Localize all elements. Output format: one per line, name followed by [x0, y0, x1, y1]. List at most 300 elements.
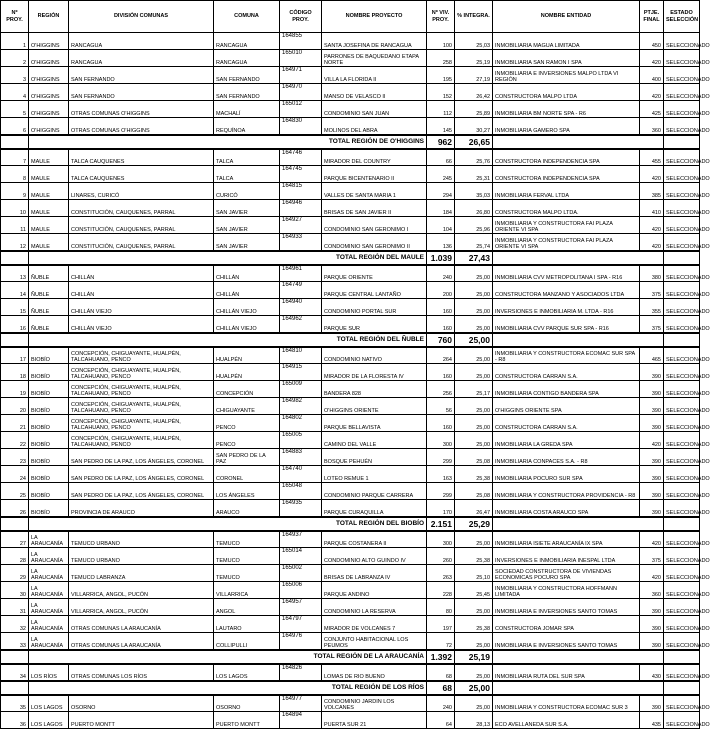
- total-spacer: [1, 681, 29, 695]
- cell-division: TEMUCO URBANO: [69, 548, 214, 565]
- cell-division: CHILLÁN: [69, 282, 214, 299]
- cell-n-proy: 21: [1, 415, 29, 432]
- cell-codigo: 164937: [280, 531, 322, 548]
- cell-ptje: 455: [640, 149, 664, 166]
- cell-region: LOS RÍOS: [29, 664, 69, 681]
- cell-comuna: TEMUCO: [214, 548, 280, 565]
- cell-estado: SELECCIONADO: [664, 118, 700, 135]
- cell-codigo: 164855: [280, 33, 322, 50]
- cell-division: VILLARRICA, ANGOL, PUCÓN: [69, 599, 214, 616]
- total-integra: 26,65: [455, 135, 493, 149]
- cell-entidad: INMOBILIARIA LA GREDA SPA: [493, 432, 640, 449]
- cell-viv: 300: [427, 432, 455, 449]
- cell-comuna: HUALPÉN: [214, 364, 280, 381]
- cell-division: SAN FERNANDO: [69, 67, 214, 84]
- cell-codigo: 164957: [280, 599, 322, 616]
- cell-proyecto: CONDOMINIO SAN JUAN: [322, 101, 427, 118]
- cell-comuna: LOS ÁNGELES: [214, 483, 280, 500]
- cell-estado: SELECCIONADO: [664, 33, 700, 50]
- table-row: [1, 149, 700, 166]
- cell-viv: 240: [427, 695, 455, 712]
- table-row: [1, 347, 700, 364]
- cell-estado: SELECCIONADO: [664, 265, 700, 282]
- cell-comuna: SAN FERNANDO: [214, 67, 280, 84]
- total-label: TOTAL REGIÓN DEL BIOBÍO: [29, 517, 427, 531]
- cell-division: VILLARRICA, ANGOL, PUCÓN: [69, 582, 214, 599]
- cell-entidad: INMOBILIARIA Y CONSTRUCTORA FAI PLAZA ORIENTE VI SPA: [493, 217, 640, 234]
- cell-ptje: 390: [640, 616, 664, 633]
- cell-comuna: MACHALÍ: [214, 101, 280, 118]
- total-label: TOTAL REGIÓN DE LA ARAUCANÍA: [29, 650, 427, 664]
- cell-codigo: 164961: [280, 265, 322, 282]
- cell-viv: 160: [427, 299, 455, 316]
- cell-entidad: CONSTRUCTORA CARRAN S.A.: [493, 364, 640, 381]
- cell-integra: 25,00: [455, 633, 493, 650]
- cell-estado: SELECCIONADO: [664, 183, 700, 200]
- cell-entidad: INMOBILIARIA COSTA ARAUCO SPA: [493, 500, 640, 517]
- cell-viv: 240: [427, 265, 455, 282]
- cell-proyecto: PARQUE ANDINO: [322, 582, 427, 599]
- cell-integra: 25,76: [455, 149, 493, 166]
- cell-estado: SELECCIONADO: [664, 364, 700, 381]
- cell-ptje: 420: [640, 217, 664, 234]
- cell-integra: 25,00: [455, 347, 493, 364]
- cell-division: OTRAS COMUNAS LOS RÍOS: [69, 664, 214, 681]
- cell-viv: 104: [427, 217, 455, 234]
- total-row: [1, 650, 700, 664]
- total-viv: 1.392: [427, 650, 455, 664]
- total-viv: 1.039: [427, 251, 455, 265]
- cell-entidad: INMOBILIARIA RUTA DEL SUR SPA: [493, 664, 640, 681]
- total-spacer: [493, 681, 640, 695]
- cell-n-proy: 7: [1, 149, 29, 166]
- total-spacer: [493, 251, 640, 265]
- table-header-row: [1, 1, 700, 33]
- total-spacer: [664, 251, 700, 265]
- total-spacer: [493, 333, 640, 347]
- cell-n-proy: 11: [1, 217, 29, 234]
- cell-viv: 80: [427, 599, 455, 616]
- cell-ptje: 360: [640, 118, 664, 135]
- cell-entidad: INMOBILIARIA BM NORTE SPA - R6: [493, 101, 640, 118]
- cell-codigo: 164935: [280, 500, 322, 517]
- cell-entidad: INMOBILIARIA Y CONSTRUCTORA PROVIDENCIA - R8: [493, 483, 640, 500]
- total-spacer: [493, 650, 640, 664]
- table-row: [1, 398, 700, 415]
- header-division: DIVISIÓN COMUNAS: [69, 1, 214, 33]
- total-integra: 25,00: [455, 333, 493, 347]
- cell-region: LA ARAUCANÍA: [29, 633, 69, 650]
- cell-region: BIOBÍO: [29, 398, 69, 415]
- cell-estado: SELECCIONADO: [664, 50, 700, 67]
- cell-estado: SELECCIONADO: [664, 299, 700, 316]
- total-spacer: [1, 517, 29, 531]
- table-row: [1, 118, 700, 135]
- cell-ptje: 420: [640, 166, 664, 183]
- cell-estado: SELECCIONADO: [664, 483, 700, 500]
- cell-comuna: LOS LAGOS: [214, 664, 280, 681]
- cell-ptje: 360: [640, 582, 664, 599]
- cell-codigo: 165009: [280, 381, 322, 398]
- cell-entidad: INMOBILIARIA POCURO SUR SPA: [493, 466, 640, 483]
- table-row: [1, 183, 700, 200]
- cell-comuna: CHILLÁN VIEJO: [214, 316, 280, 333]
- cell-viv: 195: [427, 67, 455, 84]
- cell-comuna: HUALPÉN: [214, 347, 280, 364]
- cell-division: OTRAS COMUNAS O'HIGGINS: [69, 118, 214, 135]
- table-body: [1, 33, 710, 729]
- cell-estado: SELECCIONADO: [664, 466, 700, 483]
- table-row: [1, 466, 700, 483]
- cell-region: LA ARAUCANÍA: [29, 565, 69, 582]
- cell-ptje: 375: [640, 282, 664, 299]
- cell-n-proy: 13: [1, 265, 29, 282]
- cell-ptje: 435: [640, 712, 664, 729]
- cell-integra: 25,89: [455, 101, 493, 118]
- cell-viv: 72: [427, 633, 455, 650]
- cell-region: O'HIGGINS: [29, 67, 69, 84]
- cell-codigo: 164749: [280, 282, 322, 299]
- cell-entidad: CONSTRUCTORA INDEPENDENCIA SPA: [493, 149, 640, 166]
- cell-entidad: INMOBILIARIA SAN RAMON I SPA: [493, 50, 640, 67]
- cell-comuna: CONCEPCIÓN: [214, 381, 280, 398]
- cell-proyecto: PARQUE ORIENTE: [322, 265, 427, 282]
- cell-viv: 145: [427, 118, 455, 135]
- cell-region: BIOBÍO: [29, 415, 69, 432]
- cell-division: OTRAS COMUNAS LA ARAUCANÍA: [69, 633, 214, 650]
- cell-proyecto: MIRADOR DE LA FLORESTA IV: [322, 364, 427, 381]
- cell-comuna: REQUÍNOA: [214, 118, 280, 135]
- cell-estado: SELECCIONADO: [664, 531, 700, 548]
- total-spacer: [640, 650, 664, 664]
- cell-proyecto: SANTA JOSEFINA DE RANCAGUA: [322, 33, 427, 50]
- total-spacer: [1, 333, 29, 347]
- table-row: [1, 712, 700, 729]
- cell-n-proy: 29: [1, 565, 29, 582]
- cell-division: CONCEPCIÓN, CHIGUAYANTE, HUALPÉN, TALCAHUANO, PENCO: [69, 432, 214, 449]
- cell-codigo: 165014: [280, 548, 322, 565]
- cell-estado: SELECCIONADO: [664, 582, 700, 599]
- cell-region: LA ARAUCANÍA: [29, 582, 69, 599]
- cell-comuna: PENCO: [214, 432, 280, 449]
- total-spacer: [1, 251, 29, 265]
- cell-proyecto: LOTEO REMUE 1: [322, 466, 427, 483]
- cell-estado: SELECCIONADO: [664, 84, 700, 101]
- cell-region: LA ARAUCANÍA: [29, 599, 69, 616]
- cell-proyecto: CONDOMINIO SAN GERONIMO II: [322, 234, 427, 251]
- total-viv: 68: [427, 681, 455, 695]
- cell-n-proy: 6: [1, 118, 29, 135]
- cell-ptje: 390: [640, 415, 664, 432]
- cell-codigo: 164940: [280, 299, 322, 316]
- cell-integra: 25,00: [455, 432, 493, 449]
- table-row: [1, 217, 700, 234]
- cell-region: BIOBÍO: [29, 449, 69, 466]
- cell-ptje: 390: [640, 500, 664, 517]
- cell-n-proy: 17: [1, 347, 29, 364]
- header-region: REGIÓN: [29, 1, 69, 33]
- cell-entidad: INMOBILIARIA CONTIGO BANDERA SPA: [493, 381, 640, 398]
- cell-codigo: 164815: [280, 183, 322, 200]
- cell-division: CONCEPCIÓN, CHIGUAYANTE, HUALPÉN, TALCAHUANO, PENCO: [69, 415, 214, 432]
- cell-proyecto: PARRONES DE BAQUEDANO ETAPA NORTE: [322, 50, 427, 67]
- cell-codigo: 164970: [280, 84, 322, 101]
- table-row: [1, 299, 700, 316]
- cell-estado: SELECCIONADO: [664, 664, 700, 681]
- cell-region: BIOBÍO: [29, 466, 69, 483]
- total-label: TOTAL REGIÓN DE O'HIGGINS: [29, 135, 427, 149]
- cell-n-proy: 15: [1, 299, 29, 316]
- cell-proyecto: VILLA LA FLORIDA II: [322, 67, 427, 84]
- cell-division: CONCEPCIÓN, CHIGUAYANTE, HUALPÉN, TALCAHUANO, PENCO: [69, 364, 214, 381]
- cell-integra: 25,00: [455, 531, 493, 548]
- cell-division: OTRAS COMUNAS O'HIGGINS: [69, 101, 214, 118]
- cell-viv: 299: [427, 483, 455, 500]
- cell-division: CONCEPCIÓN, CHIGUAYANTE, HUALPÉN, TALCAHUANO, PENCO: [69, 381, 214, 398]
- cell-entidad: INMOBILIARIA ISIETE ARAUCANÍA IX SPA: [493, 531, 640, 548]
- cell-ptje: 380: [640, 265, 664, 282]
- total-spacer: [1, 650, 29, 664]
- cell-ptje: 465: [640, 347, 664, 364]
- cell-codigo: 165002: [280, 565, 322, 582]
- cell-proyecto: MIRADOR DE VOLCANES 7: [322, 616, 427, 633]
- cell-region: ÑUBLE: [29, 265, 69, 282]
- cell-integra: 25,08: [455, 483, 493, 500]
- header-nombre-proyecto: NOMBRE PROYECTO: [322, 1, 427, 33]
- cell-n-proy: 20: [1, 398, 29, 415]
- cell-estado: SELECCIONADO: [664, 381, 700, 398]
- cell-ptje: 425: [640, 101, 664, 118]
- cell-entidad: INMOBILIARIA FERVAL LTDA: [493, 183, 640, 200]
- cell-estado: SELECCIONADO: [664, 548, 700, 565]
- cell-entidad: INMOBILIARIA GAMERO SPA: [493, 118, 640, 135]
- table-row: [1, 616, 700, 633]
- cell-comuna: TALCA: [214, 166, 280, 183]
- cell-viv: 170: [427, 500, 455, 517]
- cell-comuna: PUERTO MONTT: [214, 712, 280, 729]
- total-integra: 25,00: [455, 681, 493, 695]
- cell-ptje: 375: [640, 548, 664, 565]
- cell-proyecto: CAMINO DEL VALLE: [322, 432, 427, 449]
- total-spacer: [640, 251, 664, 265]
- cell-n-proy: 4: [1, 84, 29, 101]
- cell-region: BIOBÍO: [29, 483, 69, 500]
- cell-n-proy: 23: [1, 449, 29, 466]
- total-viv: 962: [427, 135, 455, 149]
- cell-division: RANCAGUA: [69, 50, 214, 67]
- cell-integra: 27,19: [455, 67, 493, 84]
- cell-proyecto: MANSO DE VELASCO II: [322, 84, 427, 101]
- cell-estado: SELECCIONADO: [664, 149, 700, 166]
- cell-comuna: CURICÓ: [214, 183, 280, 200]
- cell-n-proy: 32: [1, 616, 29, 633]
- cell-n-proy: 28: [1, 548, 29, 565]
- cell-codigo: 164933: [280, 234, 322, 251]
- cell-integra: 25,38: [455, 466, 493, 483]
- header-entidad: NOMBRE ENTIDAD: [493, 1, 640, 33]
- cell-proyecto: PARQUE BICENTENARIO II: [322, 166, 427, 183]
- cell-entidad: CONSTRUCTORA MALPO LTDA: [493, 84, 640, 101]
- cell-proyecto: CONDOMINIO PARQUE CARRERA: [322, 483, 427, 500]
- cell-ptje: 450: [640, 33, 664, 50]
- cell-integra: 25,00: [455, 398, 493, 415]
- cell-ptje: 355: [640, 299, 664, 316]
- total-row: [1, 681, 700, 695]
- table-row: [1, 483, 700, 500]
- cell-ptje: 375: [640, 316, 664, 333]
- table-row: [1, 364, 700, 381]
- table-row: [1, 695, 700, 712]
- total-spacer: [640, 333, 664, 347]
- cell-division: TALCA CAUQUENES: [69, 166, 214, 183]
- cell-division: LINARES, CURICÓ: [69, 183, 214, 200]
- cell-viv: 160: [427, 316, 455, 333]
- cell-estado: SELECCIONADO: [664, 234, 700, 251]
- cell-entidad: INMOBILIARIA E INVERSIONES SANTO TOMAS: [493, 633, 640, 650]
- cell-integra: 26,47: [455, 500, 493, 517]
- cell-ptje: 420: [640, 531, 664, 548]
- cell-comuna: OSORNO: [214, 695, 280, 712]
- cell-region: LA ARAUCANÍA: [29, 616, 69, 633]
- total-integra: 25,19: [455, 650, 493, 664]
- total-integra: 25,29: [455, 517, 493, 531]
- cell-entidad: CONSTRUCTORA MALPO LTDA.: [493, 200, 640, 217]
- cell-division: PROVINCIA DE ARAUCO: [69, 500, 214, 517]
- cell-estado: SELECCIONADO: [664, 712, 700, 729]
- cell-proyecto: PARQUE CENTRAL LANTAÑO: [322, 282, 427, 299]
- cell-division: CONSTITUCIÓN, CAUQUENES, PARRAL: [69, 217, 214, 234]
- cell-viv: 294: [427, 183, 455, 200]
- cell-division: SAN PEDRO DE LA PAZ, LOS ÁNGELES, CORONEL: [69, 483, 214, 500]
- header-ptje: PTJE. FINAL: [640, 1, 664, 33]
- cell-integra: 25,00: [455, 316, 493, 333]
- cell-proyecto: O'HIGGINS ORIENTE: [322, 398, 427, 415]
- cell-region: ÑUBLE: [29, 282, 69, 299]
- cell-entidad: CONSTRUCTORA MANZANO Y ASOCIADOS LTDA: [493, 282, 640, 299]
- cell-ptje: 390: [640, 483, 664, 500]
- cell-viv: 100: [427, 33, 455, 50]
- cell-n-proy: 3: [1, 67, 29, 84]
- cell-n-proy: 35: [1, 695, 29, 712]
- cell-estado: SELECCIONADO: [664, 101, 700, 118]
- table-row: [1, 50, 700, 67]
- cell-n-proy: 31: [1, 599, 29, 616]
- cell-region: BIOBÍO: [29, 500, 69, 517]
- cell-entidad: INMOBILIARIA CONPACES S.A. - R8: [493, 449, 640, 466]
- cell-n-proy: 5: [1, 101, 29, 118]
- cell-proyecto: PARQUE COSTANERA II: [322, 531, 427, 548]
- cell-ptje: 400: [640, 67, 664, 84]
- cell-integra: 25,17: [455, 381, 493, 398]
- total-spacer: [493, 135, 640, 149]
- cell-division: SAN PEDRO DE LA PAZ, LOS ÁNGELES, CORONEL: [69, 466, 214, 483]
- table-row: [1, 265, 700, 282]
- cell-entidad: INVERSIONES E INMOBILIARIA M. LTDA - R16: [493, 299, 640, 316]
- cell-n-proy: 25: [1, 483, 29, 500]
- cell-region: O'HIGGINS: [29, 33, 69, 50]
- cell-estado: SELECCIONADO: [664, 347, 700, 364]
- cell-comuna: LAUTARO: [214, 616, 280, 633]
- total-spacer: [664, 135, 700, 149]
- cell-integra: 25,03: [455, 33, 493, 50]
- cell-n-proy: 1: [1, 33, 29, 50]
- table-row: [1, 449, 700, 466]
- total-integra: 27,43: [455, 251, 493, 265]
- cell-viv: 64: [427, 712, 455, 729]
- cell-ptje: 430: [640, 664, 664, 681]
- table-row: [1, 282, 700, 299]
- cell-division: TEMUCO URBANO: [69, 531, 214, 548]
- cell-proyecto: VALLES DE SANTA MARIA 1: [322, 183, 427, 200]
- header-viv: Nº VIV. PROY.: [427, 1, 455, 33]
- cell-region: O'HIGGINS: [29, 101, 69, 118]
- cell-n-proy: 9: [1, 183, 29, 200]
- total-row: [1, 517, 700, 531]
- cell-proyecto: BRISAS DE SAN JAVIER II: [322, 200, 427, 217]
- header-n-proy: Nº PROY.: [1, 1, 29, 33]
- header-comuna: COMUNA: [214, 1, 280, 33]
- table-row: [1, 101, 700, 118]
- cell-estado: SELECCIONADO: [664, 565, 700, 582]
- cell-comuna: CHILLÁN: [214, 265, 280, 282]
- cell-estado: SELECCIONADO: [664, 695, 700, 712]
- cell-integra: 25,00: [455, 695, 493, 712]
- cell-proyecto: CONDOMINIO JARDIN LOS VOLCANES: [322, 695, 427, 712]
- cell-codigo: 164894: [280, 712, 322, 729]
- cell-region: O'HIGGINS: [29, 118, 69, 135]
- cell-division: OSORNO: [69, 695, 214, 712]
- cell-n-proy: 36: [1, 712, 29, 729]
- cell-integra: 25,31: [455, 166, 493, 183]
- table-row: [1, 565, 700, 582]
- total-spacer: [664, 681, 700, 695]
- cell-integra: 25,10: [455, 565, 493, 582]
- cell-codigo: 164802: [280, 415, 322, 432]
- cell-region: MAULE: [29, 166, 69, 183]
- cell-codigo: 164830: [280, 118, 322, 135]
- cell-integra: 25,00: [455, 265, 493, 282]
- cell-codigo: 164927: [280, 217, 322, 234]
- cell-codigo: 165010: [280, 50, 322, 67]
- cell-region: MAULE: [29, 183, 69, 200]
- cell-integra: 26,42: [455, 84, 493, 101]
- cell-entidad: INMOBILIARIA E INVERSIONES MALPO LTDA VI REGIÓN: [493, 67, 640, 84]
- cell-region: LA ARAUCANÍA: [29, 531, 69, 548]
- table-row: [1, 200, 700, 217]
- cell-codigo: 164745: [280, 166, 322, 183]
- header-estado: ESTADO SELECCIÓN: [664, 1, 700, 33]
- cell-entidad: O'HIGGINS ORIENTE SPA: [493, 398, 640, 415]
- cell-entidad: INMOBILIARIA CVV PARQUE SUR SPA - R16: [493, 316, 640, 333]
- cell-division: OTRAS COMUNAS LA ARAUCANÍA: [69, 616, 214, 633]
- cell-estado: SELECCIONADO: [664, 449, 700, 466]
- cell-codigo: 164740: [280, 466, 322, 483]
- cell-ptje: 420: [640, 234, 664, 251]
- cell-integra: 25,00: [455, 415, 493, 432]
- cell-viv: 228: [427, 582, 455, 599]
- cell-ptje: 390: [640, 599, 664, 616]
- total-label: TOTAL REGIÓN DEL MAULE: [29, 251, 427, 265]
- total-row: [1, 333, 700, 347]
- cell-viv: 245: [427, 166, 455, 183]
- cell-entidad: INMOBILIARIA Y CONSTRUCTORA FAI PLAZA ORIENTE VI SPA: [493, 234, 640, 251]
- cell-region: MAULE: [29, 200, 69, 217]
- header-integra: % INTEGRA.: [455, 1, 493, 33]
- cell-comuna: CHIGUAYANTE: [214, 398, 280, 415]
- table-row: [1, 500, 700, 517]
- cell-entidad: CONSTRUCTORA INDEPENDENCIA SPA: [493, 166, 640, 183]
- table-row: [1, 381, 700, 398]
